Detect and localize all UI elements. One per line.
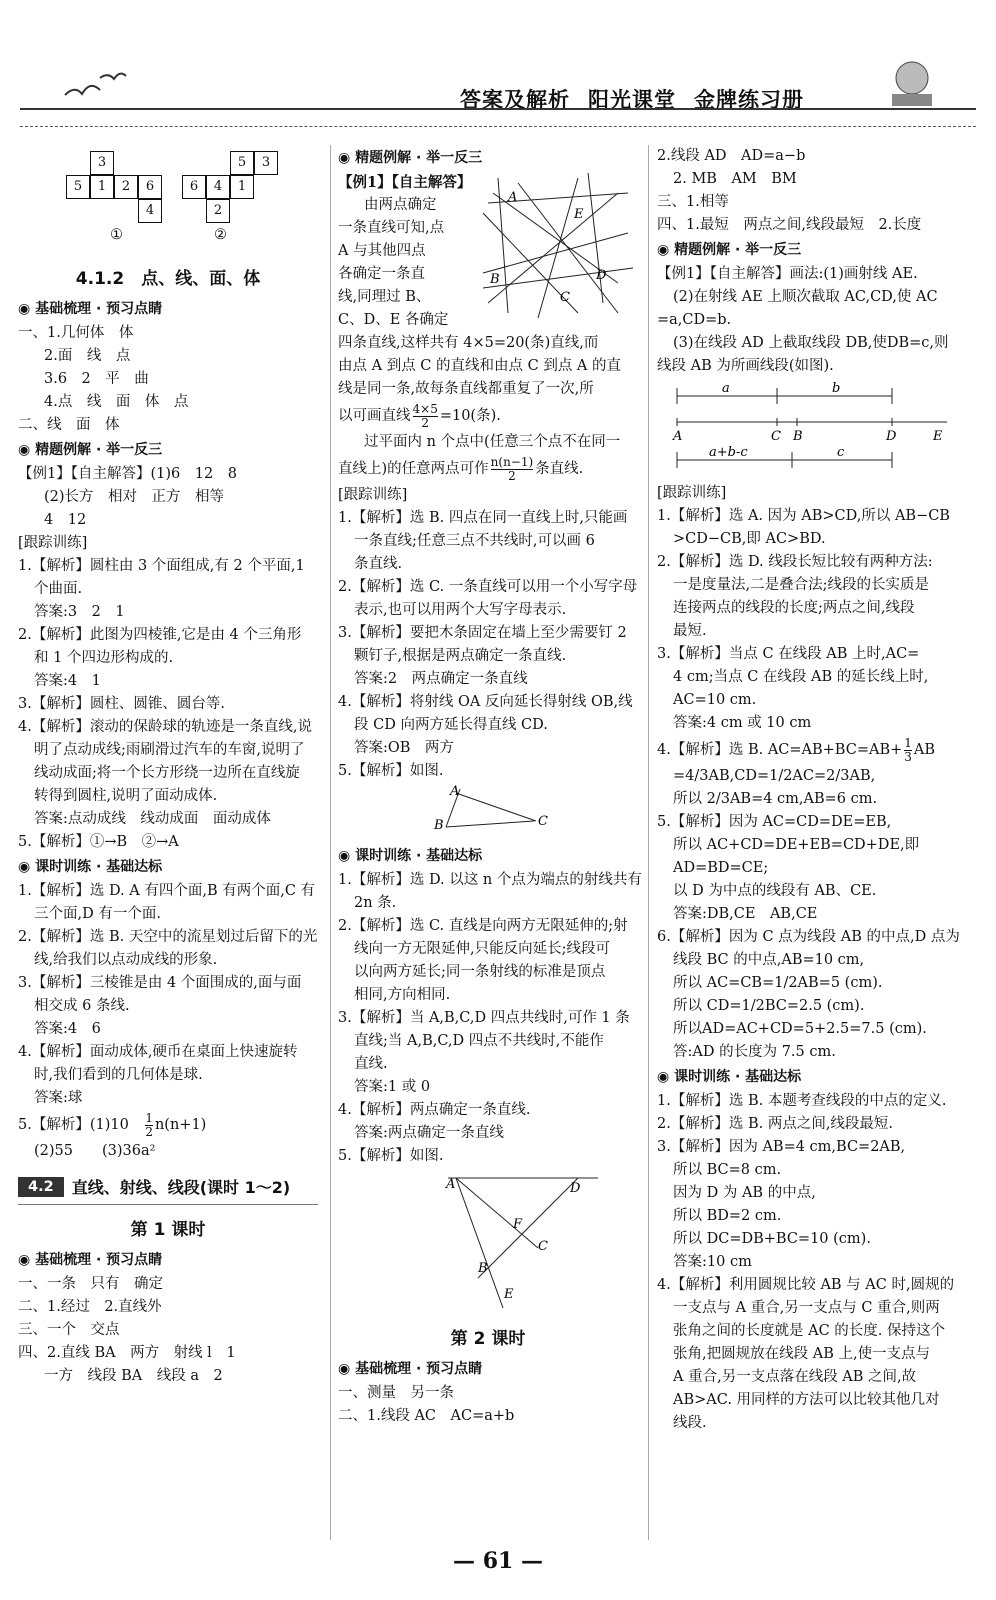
- text-line: 1.【解析】选 D. 以这 n 个点为端点的射线共有: [338, 872, 642, 888]
- text-line: 三、一个 交点: [18, 1322, 120, 1338]
- cube-nets: 3 5 1 2 6 4 5 3 6 4 1 2 ① ②: [18, 145, 318, 240]
- text-line: 2n 条.: [354, 895, 397, 911]
- text-line: 表示,也可以用两个大写字母表示.: [354, 602, 567, 618]
- text-line: 所以 BC=8 cm.: [673, 1162, 782, 1178]
- text-line: AD=BD=CE;: [673, 860, 769, 876]
- svg-text:D: D: [596, 268, 607, 283]
- text-line: ◉ 课时训练 · 基础达标: [657, 1064, 977, 1090]
- text-line: 张角,把圆规放在线段 AB 上,使一支点与: [673, 1346, 931, 1362]
- text-line: [跟踪训练]: [338, 487, 408, 503]
- text-line: 3.【解析】当点 C 在线段 AB 上时,AC=: [657, 646, 920, 662]
- text-line: 转得到圆柱,说明了面动成体.: [34, 788, 218, 804]
- text-line: 5.【解析】①→B ②→A: [18, 834, 179, 850]
- text-line: 二、1.经过 2.直线外: [18, 1299, 162, 1315]
- text-line: 4 12: [44, 512, 87, 528]
- svg-text:B: B: [793, 429, 803, 444]
- svg-text:B: B: [478, 1261, 488, 1276]
- text-line: 答案:两点确定一条直线: [354, 1125, 504, 1141]
- text-line: 因为 D 为 AB 的中点,: [673, 1185, 816, 1201]
- text-line: ◉ 基础梳理 · 预习点睛: [18, 1247, 318, 1273]
- text-line: 2.线段 AD AD=a−b: [657, 148, 806, 164]
- svg-text:E: E: [574, 207, 584, 222]
- text-line: 一、一条 只有 确定: [18, 1276, 163, 1292]
- text-line: 线段.: [673, 1415, 707, 1431]
- text-line: 以向两方延长;同一条射线的标准是顶点: [354, 964, 606, 980]
- text-line: 四、2.直线 BA 两方 射线 l 1: [18, 1345, 236, 1361]
- text-line: 2.【解析】选 B. 两点之间,线段最短.: [657, 1116, 894, 1132]
- triangle-figure: [338, 783, 638, 839]
- column-left: [18, 145, 318, 1388]
- text-line: 一、1.几何体 体: [18, 325, 134, 341]
- text-line: =4/3AB,CD=1/2AC=2/3AB,: [673, 768, 876, 784]
- text-line: 答案:DB,CE AB,CE: [673, 906, 818, 922]
- text-line: 线向一方无限延伸,只能反向延长;线段可: [354, 941, 610, 957]
- text-line: (3)在线段 AD 上截取线段 DB,使DB=c,则: [673, 335, 949, 351]
- text-line: 答:AD 的长度为 7.5 cm.: [673, 1044, 836, 1060]
- svg-text:D: D: [886, 429, 897, 444]
- text-line: 四条直线,这样共有 4×5=20(条)直线,而: [338, 335, 599, 351]
- text-line: 4.【解析】将射线 OA 反向延长得射线 OB,线: [338, 694, 633, 710]
- text-line: 所以 DC=DB+BC=10 (cm).: [673, 1231, 871, 1247]
- text-line: 4.【解析】面动成体,硬币在桌面上快速旋转: [18, 1044, 298, 1060]
- text-line: 三、1.相等: [657, 194, 729, 210]
- text-line: 答案:4 6: [34, 1021, 101, 1037]
- text-line: 2.【解析】选 C. 一条直线可以用一个小写字母: [338, 579, 638, 595]
- text-line: ◉ 课时训练 · 基础达标: [338, 843, 638, 869]
- text-line: 张角之间的长度就是 AC 的长度. 保持这个: [673, 1323, 946, 1339]
- text-line: 二、线 面 体: [18, 417, 120, 433]
- page-header: [0, 0, 996, 135]
- text-line: 相交成 6 条线.: [34, 998, 130, 1014]
- bird-icon: [60, 70, 130, 110]
- segment-figure: [657, 378, 967, 478]
- text-line: 由点 A 到点 C 的直线和由点 C 到点 A 的直: [338, 358, 622, 374]
- text-line: 2.面 线 点: [44, 348, 131, 364]
- svg-text:B: B: [490, 272, 500, 287]
- text-line: A 与其他四点: [338, 243, 426, 259]
- svg-text:E: E: [933, 429, 943, 444]
- text-line: 由两点确定: [364, 197, 437, 213]
- text-line: 答案:2 两点确定一条直线: [354, 671, 528, 687]
- text-line: 所以 CD=1/2BC=2.5 (cm).: [673, 998, 865, 1014]
- text-line: [跟踪训练]: [657, 485, 727, 501]
- text-line: 答案:OB 两方: [354, 740, 454, 756]
- text-line: 个曲面.: [34, 581, 83, 597]
- text-line: 线,给我们以点动成线的形象.: [34, 952, 218, 968]
- svg-text:A: A: [446, 1177, 456, 1192]
- text-line: ◉ 精题例解 · 举一反三: [657, 237, 977, 263]
- text-line: 相同,方向相同.: [354, 987, 451, 1003]
- page-number: — 61 —: [453, 1548, 543, 1574]
- text-line: 过平面内 n 个点中(任意三个点不在同一: [364, 434, 621, 450]
- svg-text:C: C: [560, 290, 570, 305]
- text-line: 【例1】【自主解答】画法:(1)画射线 AE.: [657, 266, 918, 282]
- text-line: 线段 AB 为所画线段(如图).: [657, 358, 834, 374]
- text-line: 三个面,D 有一个面.: [34, 906, 161, 922]
- svg-text:b: b: [832, 381, 841, 396]
- svg-text:C: C: [538, 1239, 548, 1254]
- text-line: 一是度量法,二是叠合法;线段的长实质是: [673, 577, 929, 593]
- text-line: 2. MB AM BM: [673, 171, 797, 187]
- text-line: 各确定一条直: [338, 266, 425, 282]
- text-line: 4.【解析】滚动的保龄球的轨迹是一条直线,说: [18, 719, 312, 735]
- text-line: 所以 AC=CB=1/2AB=5 (cm).: [673, 975, 883, 991]
- text-line: 6.【解析】因为 C 点为线段 AB 的中点,D 点为: [657, 929, 960, 945]
- text-line: 一条直线;任意三点不共线时,可以画 6: [354, 533, 595, 549]
- section-title: 4.1.2 点、线、面、体: [75, 269, 261, 289]
- text-line: AB>AC. 用同样的方法可以比较其他几对: [673, 1392, 940, 1408]
- text-line: (2)55 (3)36a²: [34, 1143, 156, 1159]
- svg-text:C: C: [538, 814, 548, 829]
- text-line: 3.【解析】因为 AB=4 cm,BC=2AB,: [657, 1139, 906, 1155]
- five-points-lines-figure: [478, 173, 638, 323]
- text-line: 1.【解析】选 B. 本题考查线段的中点的定义.: [657, 1093, 947, 1109]
- text-line: 【例1】【自主解答】(1)6 12 8: [18, 466, 237, 482]
- text-line: [跟踪训练]: [18, 535, 88, 551]
- column-right: [657, 145, 977, 1435]
- text-line: (2)在射线 AE 上顺次截取 AC,CD,使 AC: [673, 289, 938, 305]
- header-title: 答案及解析 阳光课堂 金牌练习册: [460, 88, 804, 112]
- svg-text:D: D: [570, 1181, 581, 1196]
- text-line: 1.【解析】选 A. 因为 AB>CD,所以 AB−CB: [657, 508, 950, 524]
- text-line: 答案:1 或 0: [354, 1079, 431, 1095]
- text-line: 连接两点的线段的长度;两点之间,线段: [673, 600, 915, 616]
- svg-text:F: F: [513, 1217, 523, 1232]
- text-line: 以可画直线 $\frac{4\times 5}{2}$ =10(条).: [338, 401, 501, 430]
- text-line: 段 CD 向两方延长得直线 CD.: [354, 717, 548, 733]
- text-line: 答案:4 1: [34, 673, 101, 689]
- text-line: 2.【解析】选 B. 天空中的流星划过后留下的光: [18, 929, 318, 945]
- lines-figure: [338, 1168, 638, 1318]
- text-line: 4.点 线 面 体 点: [44, 394, 189, 410]
- text-line: 3.【解析】圆柱、圆锥、圆台等.: [18, 696, 225, 712]
- section-example: ◉ 精题例解 · 举一反三: [18, 437, 318, 463]
- text-line: 答案:10 cm: [673, 1254, 752, 1270]
- section-basic: ◉ 基础梳理 · 预习点睛: [18, 296, 318, 322]
- text-line: 2.【解析】选 D. 线段长短比较有两种方法:: [657, 554, 933, 570]
- svg-text:E: E: [504, 1287, 514, 1302]
- text-line: C、D、E 各确定: [338, 312, 449, 328]
- svg-text:a: a: [722, 381, 730, 396]
- svg-text:c: c: [837, 445, 845, 460]
- text-line: 答案:点动成线 线动成面 面动成体: [34, 811, 271, 827]
- text-line: 明了点动成线;雨刷滑过汽车的车窗,说明了: [34, 742, 305, 758]
- svg-text:B: B: [434, 818, 444, 833]
- text-line: 2.【解析】选 C. 直线是向两方无限延伸的;射: [338, 918, 628, 934]
- text-line: 最短.: [673, 623, 707, 639]
- text-line: 四、1.最短 两点之间,线段最短 2.长度: [657, 217, 922, 233]
- text-line: 直线.: [354, 1056, 388, 1072]
- text-line: 线动成面;将一个长方形绕一边所在直线旋: [34, 765, 300, 781]
- column-middle: [338, 145, 642, 1428]
- text-line: 4 cm;当点 C 在线段 AB 的延长线上时,: [673, 669, 929, 685]
- svg-text:A: A: [673, 429, 683, 444]
- text-line: AC=10 cm.: [673, 692, 757, 708]
- text-line: 答案:4 cm 或 10 cm: [673, 715, 812, 731]
- globe-icon: [880, 58, 940, 110]
- text-line: 4.【解析】利用圆规比较 AB 与 AC 时,圆规的: [657, 1277, 955, 1293]
- text-line: 直线上)的任意两点可作 $\frac{n(n-1)}{2}$ 条直线.: [338, 454, 584, 483]
- text-line: 所以 AC+CD=DE+EB=CD+DE,即: [673, 837, 920, 853]
- text-line: 所以AD=AC+CD=5+2.5=7.5 (cm).: [673, 1021, 927, 1037]
- text-line: 5.【解析】(1)10 $\frac{1}{2}$ n(n+1): [18, 1110, 207, 1139]
- text-line: 一、测量 另一条: [338, 1385, 454, 1401]
- text-line: 4.【解析】选 B. AC=AB+BC=AB+ $\frac{1}{3}$ AB: [657, 735, 936, 764]
- text-line: 线是同一条,故每条直线都重复了一次,所: [338, 381, 594, 397]
- text-line: 线,同理过 B、: [338, 289, 431, 305]
- text-line: 一条直线可知,点: [338, 220, 445, 236]
- text-line: 二、1.线段 AC AC=a+b: [338, 1408, 515, 1424]
- text-line: 答案:球: [34, 1090, 83, 1106]
- text-line: 时,我们看到的几何体是球.: [34, 1067, 203, 1083]
- text-line: 5.【解析】如图.: [338, 763, 444, 779]
- text-line: 以 D 为中点的线段有 AB、CE.: [673, 883, 877, 899]
- svg-text:C: C: [771, 429, 781, 444]
- text-line: 3.【解析】当 A,B,C,D 四点共线时,可作 1 条: [338, 1010, 630, 1026]
- svg-text:A: A: [508, 190, 518, 205]
- text-line: 1.【解析】选 D. A 有四个面,B 有两个面,C 有: [18, 883, 316, 899]
- period-title: 第 1 课时: [130, 1220, 206, 1240]
- text-line: 5.【解析】因为 AC=CD=DE=EB,: [657, 814, 892, 830]
- text-line: 直线;当 A,B,C,D 四点不共线时,不能作: [354, 1033, 604, 1049]
- text-line: 1.【解析】选 B. 四点在同一直线上时,只能画: [338, 510, 628, 526]
- text-line: 答案:3 2 1: [34, 604, 125, 620]
- text-line: 线段 BC 的中点,AB=10 cm,: [673, 952, 865, 968]
- text-line: 3.【解析】要把木条固定在墙上至少需要钉 2: [338, 625, 627, 641]
- text-line: ◉ 基础梳理 · 预习点睛: [338, 1356, 638, 1382]
- text-line: (2)长方 相对 正方 相等: [44, 489, 225, 505]
- text-line: 条直线.: [354, 556, 403, 572]
- text-line: 3.【解析】三棱锥是由 4 个面围成的,面与面: [18, 975, 302, 991]
- text-line: 4.【解析】两点确定一条直线.: [338, 1102, 531, 1118]
- text-line: 一支点与 A 重合,另一支点与 C 重合,则两: [673, 1300, 940, 1316]
- text-line: 所以 BD=2 cm.: [673, 1208, 782, 1224]
- text-line: ◉ 精题例解 · 举一反三: [338, 145, 638, 171]
- text-line: 3.6 2 平 曲: [44, 371, 149, 387]
- text-line: 第 2 课时: [450, 1329, 526, 1349]
- text-line: 5.【解析】如图.: [338, 1148, 444, 1164]
- svg-text:a+b-c: a+b-c: [709, 445, 748, 460]
- text-line: 2.【解析】此图为四棱锥,它是由 4 个三角形: [18, 627, 302, 643]
- section-class: ◉ 课时训练 · 基础达标: [18, 854, 318, 880]
- text-line: 颗钉子,根据是两点确定一条直线.: [354, 648, 567, 664]
- svg-text:A: A: [450, 784, 460, 799]
- text-line: =a,CD=b.: [657, 312, 732, 328]
- text-line: 一方 线段 BA 线段 a 2: [44, 1368, 223, 1384]
- text-line: 和 1 个四边形构成的.: [34, 650, 174, 666]
- text-line: 【例1】【自主解答】: [338, 174, 472, 191]
- lesson-banner: 4.2 直线、射线、线段(课时 1～2): [18, 1175, 318, 1205]
- text-line: 1.【解析】圆柱由 3 个面组成,有 2 个平面,1: [18, 558, 305, 574]
- text-line: >CD−CB,即 AC>BD.: [673, 531, 826, 547]
- text-line: A 重合,另一支点落在线段 AB 之间,故: [673, 1369, 917, 1385]
- text-line: 所以 2/3AB=4 cm,AB=6 cm.: [673, 791, 878, 807]
